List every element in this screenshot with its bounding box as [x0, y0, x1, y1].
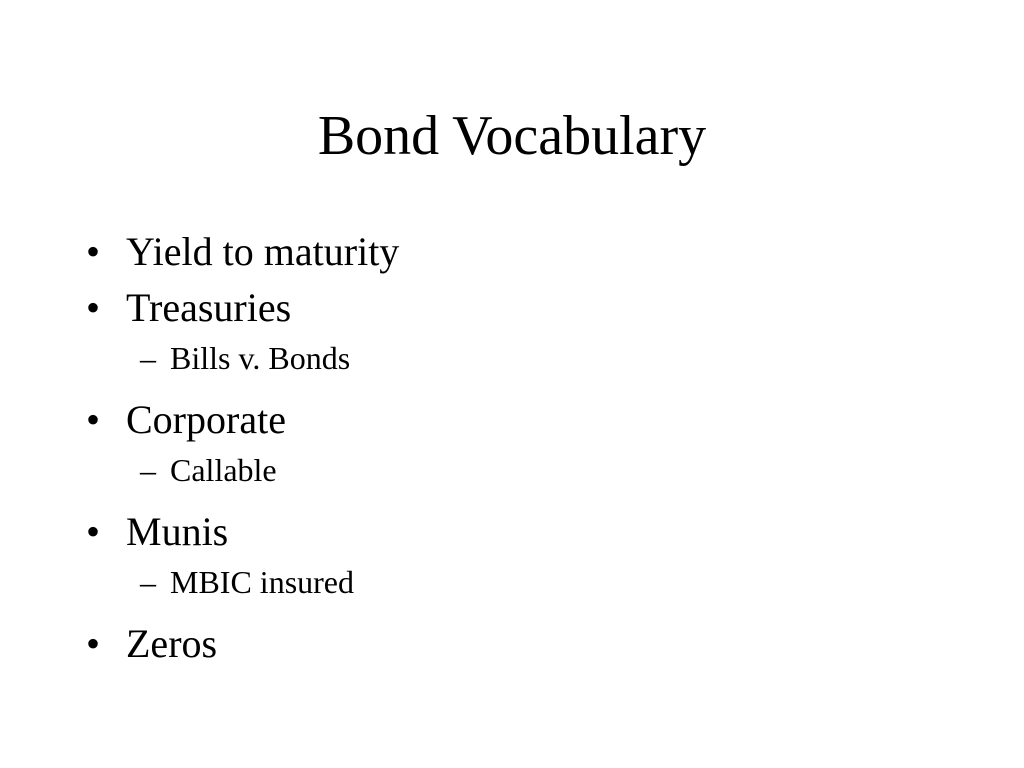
bullet-text: Corporate [126, 397, 286, 442]
bullet-text: Zeros [126, 621, 218, 666]
sub-bullet-item-mbic-insured [86, 562, 399, 618]
bullet-icon: • [86, 621, 101, 666]
sub-bullet-item-bills-v-bonds [86, 338, 399, 394]
bullet-text: Yield to maturity [126, 229, 400, 274]
dash-icon: – [140, 340, 156, 376]
bullet-icon: • [86, 229, 101, 274]
bullet-item-yield-to-maturity [86, 226, 399, 282]
sub-bullet-text: MBIC insured [170, 564, 354, 600]
bullet-text: Treasuries [126, 285, 292, 330]
bullet-item-corporate [86, 394, 399, 450]
dash-icon: – [140, 564, 156, 600]
bullet-icon: • [86, 509, 101, 554]
sub-bullet-text: Callable [170, 452, 277, 488]
sub-bullet-item-callable [86, 450, 399, 506]
bullet-text: Munis [126, 509, 229, 554]
bullet-item-munis [86, 506, 399, 562]
dash-icon: – [140, 452, 156, 488]
bullet-item-zeros [86, 618, 399, 674]
bullet-icon: • [86, 397, 101, 442]
slide-title: Bond Vocabulary [317, 105, 707, 167]
bullet-list [86, 226, 399, 674]
bullet-item-treasuries [86, 282, 399, 338]
bullet-icon: • [86, 285, 101, 330]
sub-bullet-text: Bills v. Bonds [170, 340, 351, 376]
